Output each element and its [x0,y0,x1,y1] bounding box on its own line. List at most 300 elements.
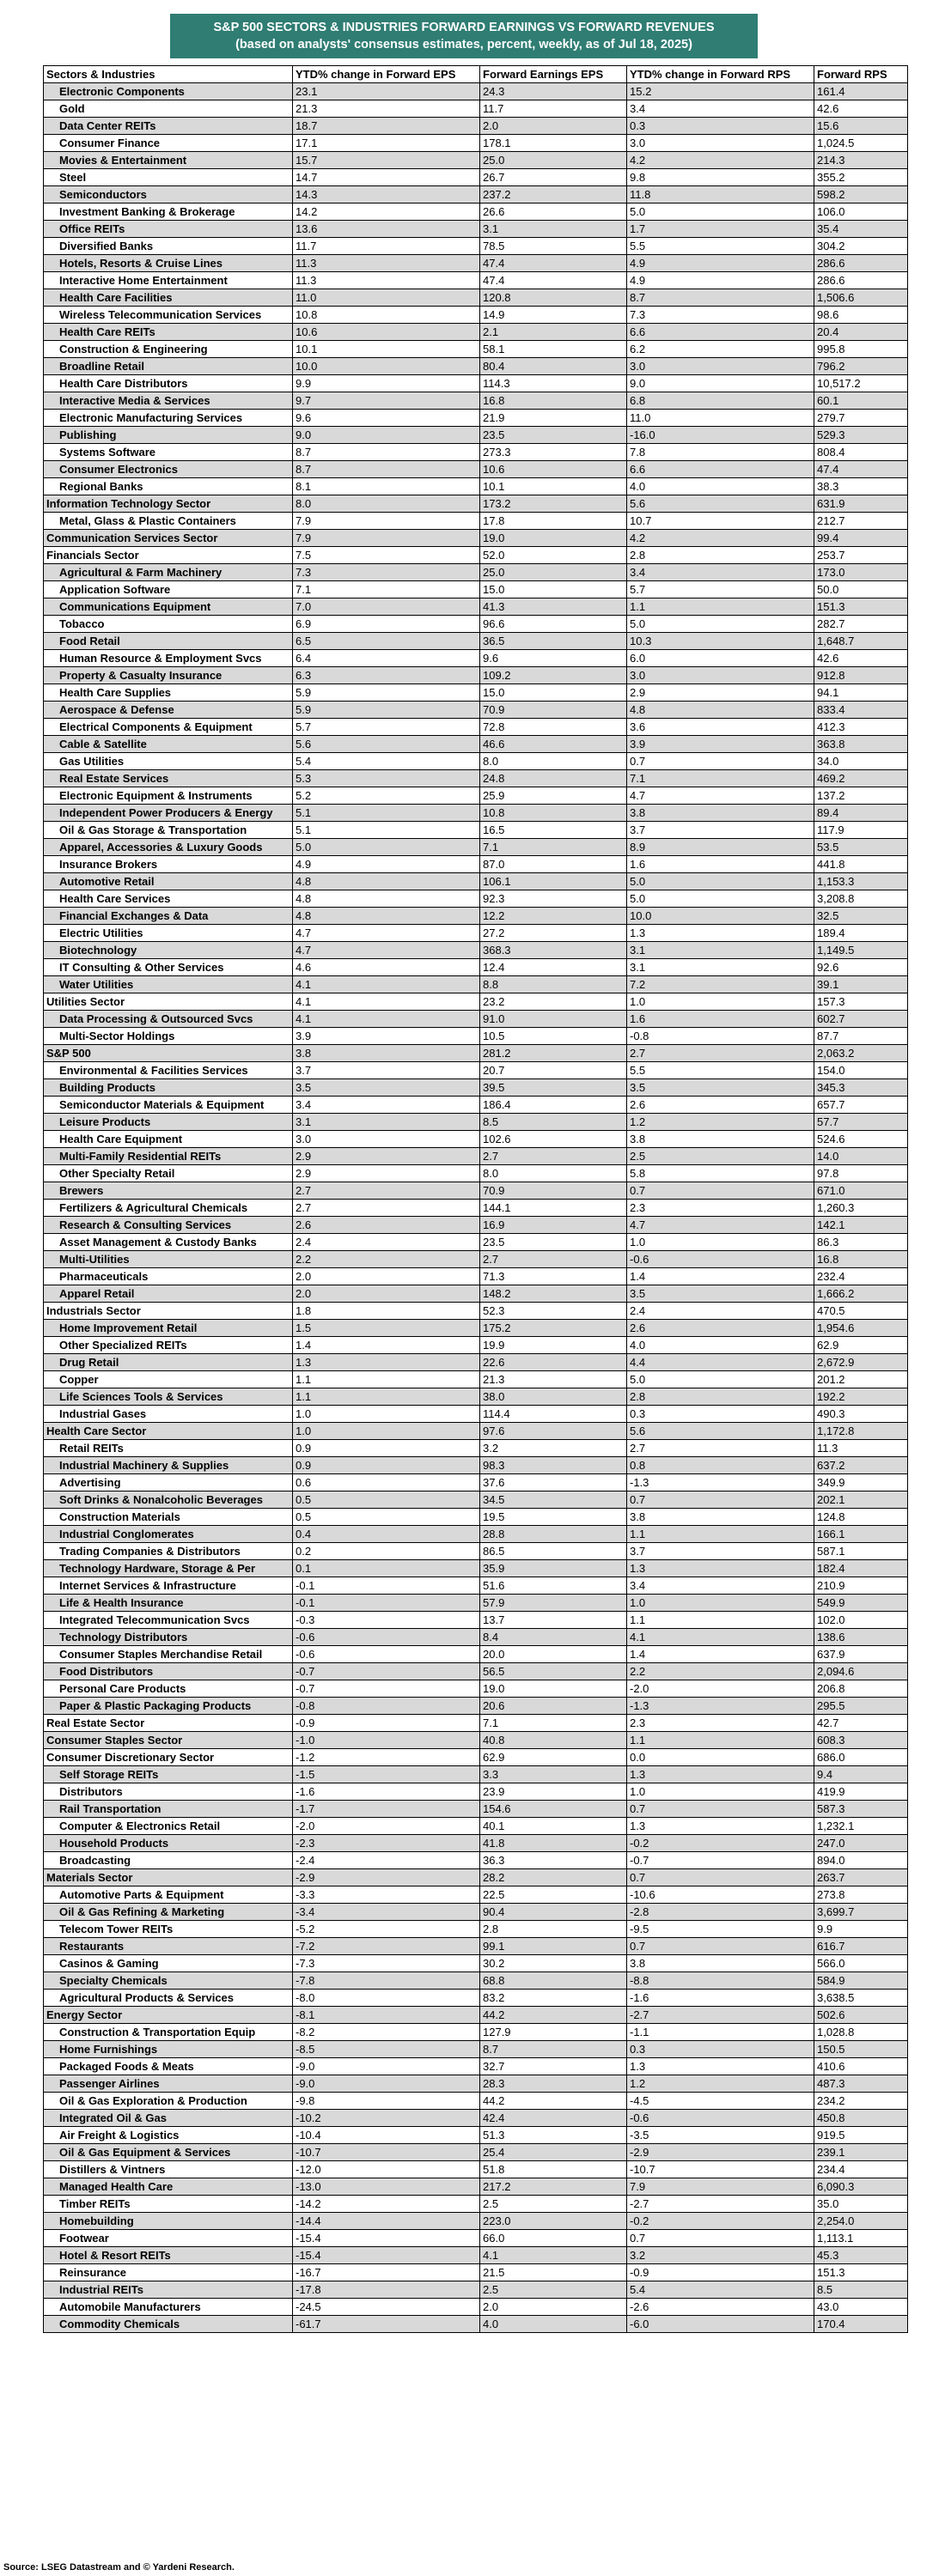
row-name: Consumer Staples Sector [44,1732,293,1749]
forward-rps: 412.3 [814,719,908,736]
forward-rps: 587.3 [814,1801,908,1818]
forward-eps: 154.6 [480,1801,627,1818]
ytd-eps-change: 9.7 [293,392,480,410]
table-row [44,736,908,753]
forward-rps: 295.5 [814,1698,908,1715]
row-name: Packaged Foods & Meats [44,2058,293,2075]
ytd-eps-change: 2.7 [293,1182,480,1200]
ytd-eps-change: 0.5 [293,1492,480,1509]
ytd-rps-change: 3.0 [627,135,814,152]
ytd-eps-change: 3.9 [293,1028,480,1045]
forward-eps: 90.4 [480,1904,627,1921]
forward-rps: 1,506.6 [814,289,908,307]
forward-eps: 106.1 [480,873,627,890]
ytd-eps-change: -16.7 [293,2264,480,2281]
forward-eps: 273.3 [480,444,627,461]
row-name: Data Processing & Outsourced Svcs [44,1011,293,1028]
ytd-eps-change: 7.0 [293,598,480,616]
forward-eps: 47.4 [480,272,627,289]
ytd-eps-change: 9.9 [293,375,480,392]
row-name: Leisure Products [44,1114,293,1131]
table-row [44,341,908,358]
forward-eps: 71.3 [480,1268,627,1285]
table-row [44,169,908,186]
ytd-eps-change: -9.0 [293,2075,480,2093]
table-row [44,1337,908,1354]
ytd-eps-change: 7.9 [293,530,480,547]
forward-eps: 2.7 [480,1148,627,1165]
ytd-rps-change: -0.7 [627,1852,814,1869]
table-row [44,1440,908,1457]
ytd-rps-change: 1.3 [627,1818,814,1835]
forward-rps: 602.7 [814,1011,908,1028]
row-name: Health Care Sector [44,1423,293,1440]
forward-eps: 36.3 [480,1852,627,1869]
row-name: Hotels, Resorts & Cruise Lines [44,255,293,272]
row-name: Health Care Distributors [44,375,293,392]
row-name: Oil & Gas Exploration & Production [44,2093,293,2110]
forward-rps: 490.3 [814,1406,908,1423]
ytd-rps-change: 5.0 [627,890,814,908]
forward-rps: 11.3 [814,1440,908,1457]
table-row [44,1268,908,1285]
ytd-rps-change: 3.1 [627,959,814,976]
ytd-rps-change: 0.7 [627,1938,814,1955]
table-row [44,1972,908,1990]
forward-eps: 186.4 [480,1097,627,1114]
ytd-eps-change: -14.2 [293,2196,480,2213]
table-row [44,375,908,392]
row-name: Industrial REITs [44,2281,293,2299]
forward-eps: 19.9 [480,1337,627,1354]
forward-eps: 34.5 [480,1492,627,1509]
forward-eps: 8.0 [480,1165,627,1182]
forward-rps: 97.8 [814,1165,908,1182]
row-name: Building Products [44,1079,293,1097]
row-name: Research & Consulting Services [44,1217,293,1234]
forward-eps: 217.2 [480,2178,627,2196]
ytd-rps-change: 7.9 [627,2178,814,2196]
table-row [44,100,908,118]
row-name: Other Specialty Retail [44,1165,293,1182]
forward-eps: 25.4 [480,2144,627,2161]
forward-eps: 16.9 [480,1217,627,1234]
ytd-rps-change: 1.2 [627,1114,814,1131]
row-name: Semiconductor Materials & Equipment [44,1097,293,1114]
table-row [44,495,908,513]
forward-rps: 1,149.5 [814,942,908,959]
row-name: Biotechnology [44,942,293,959]
forward-rps: 9.9 [814,1921,908,1938]
table-row [44,1251,908,1268]
table-row [44,410,908,427]
forward-eps: 23.9 [480,1783,627,1801]
forward-rps: 42.6 [814,100,908,118]
ytd-eps-change: 9.0 [293,427,480,444]
table-row [44,993,908,1011]
forward-eps: 66.0 [480,2230,627,2247]
ytd-eps-change: -1.2 [293,1749,480,1766]
forward-rps: 3,208.8 [814,890,908,908]
forward-rps: 47.4 [814,461,908,478]
forward-rps: 671.0 [814,1182,908,1200]
forward-rps: 2,063.2 [814,1045,908,1062]
forward-eps: 98.3 [480,1457,627,1474]
ytd-rps-change: 3.7 [627,822,814,839]
chart-title-banner [170,14,758,58]
forward-eps: 17.8 [480,513,627,530]
ytd-rps-change: -3.5 [627,2127,814,2144]
ytd-eps-change: -7.3 [293,1955,480,1972]
forward-rps: 469.2 [814,770,908,787]
ytd-eps-change: 11.7 [293,238,480,255]
ytd-rps-change: -0.9 [627,2264,814,2281]
row-name: Multi-Sector Holdings [44,1028,293,1045]
row-name: Integrated Oil & Gas [44,2110,293,2127]
ytd-eps-change: 2.9 [293,1148,480,1165]
table-row [44,2127,908,2144]
forward-rps: 62.9 [814,1337,908,1354]
table-row [44,616,908,633]
forward-eps: 2.7 [480,1251,627,1268]
forward-rps: 234.2 [814,2093,908,2110]
row-name: Construction & Engineering [44,341,293,358]
forward-eps: 52.3 [480,1303,627,1320]
ytd-eps-change: -0.3 [293,1612,480,1629]
forward-rps: 253.7 [814,547,908,564]
table-row [44,856,908,873]
row-name: Home Improvement Retail [44,1320,293,1337]
ytd-eps-change: 5.1 [293,805,480,822]
ytd-rps-change: 3.9 [627,736,814,753]
ytd-rps-change: 1.3 [627,1560,814,1577]
forward-eps: 3.2 [480,1440,627,1457]
row-name: Insurance Brokers [44,856,293,873]
forward-rps: 151.3 [814,598,908,616]
forward-rps: 608.3 [814,1732,908,1749]
forward-eps: 3.3 [480,1766,627,1783]
forward-eps: 16.8 [480,392,627,410]
ytd-eps-change: 1.4 [293,1337,480,1354]
row-name: Tobacco [44,616,293,633]
forward-eps: 27.2 [480,925,627,942]
forward-eps: 44.2 [480,2007,627,2024]
row-name: Interactive Home Entertainment [44,272,293,289]
forward-rps: 45.3 [814,2247,908,2264]
forward-rps: 150.5 [814,2041,908,2058]
forward-eps: 120.8 [480,289,627,307]
ytd-rps-change: 0.7 [627,2230,814,2247]
forward-rps: 239.1 [814,2144,908,2161]
row-name: Electric Utilities [44,925,293,942]
ytd-eps-change: 18.7 [293,118,480,135]
forward-rps: 98.6 [814,307,908,324]
ytd-eps-change: 3.7 [293,1062,480,1079]
row-name: Construction & Transportation Equip [44,2024,293,2041]
ytd-rps-change: -2.0 [627,1680,814,1698]
forward-eps: 223.0 [480,2213,627,2230]
ytd-rps-change: -2.7 [627,2196,814,2213]
forward-rps: 995.8 [814,341,908,358]
table-row [44,2316,908,2333]
table-row [44,1560,908,1577]
forward-eps: 92.3 [480,890,627,908]
forward-rps: 35.0 [814,2196,908,2213]
row-name: Electronic Manufacturing Services [44,410,293,427]
row-name: Regional Banks [44,478,293,495]
ytd-eps-change: 8.7 [293,444,480,461]
table-row [44,1234,908,1251]
forward-eps: 41.8 [480,1835,627,1852]
table-row [44,2299,908,2316]
row-name: Broadcasting [44,1852,293,1869]
table-row [44,702,908,719]
row-name: Specialty Chemicals [44,1972,293,1990]
ytd-eps-change: 10.1 [293,341,480,358]
row-name: Household Products [44,1835,293,1852]
row-name: Application Software [44,581,293,598]
forward-rps: 42.6 [814,650,908,667]
row-name: Brewers [44,1182,293,1200]
table-row [44,2144,908,2161]
table-row [44,1285,908,1303]
ytd-rps-change: 4.9 [627,255,814,272]
ytd-eps-change: -7.2 [293,1938,480,1955]
ytd-rps-change: 6.8 [627,392,814,410]
ytd-eps-change: -8.0 [293,1990,480,2007]
row-name: Financial Exchanges & Data [44,908,293,925]
table-row [44,1474,908,1492]
table-row [44,1165,908,1182]
ytd-eps-change: 11.3 [293,255,480,272]
row-name: Automotive Parts & Equipment [44,1886,293,1904]
ytd-rps-change: -0.6 [627,1251,814,1268]
table-row [44,1423,908,1440]
table-row [44,1577,908,1595]
ytd-eps-change: -7.8 [293,1972,480,1990]
ytd-rps-change: 0.7 [627,1869,814,1886]
ytd-eps-change: 1.1 [293,1371,480,1388]
forward-eps: 173.2 [480,495,627,513]
forward-eps: 102.6 [480,1131,627,1148]
column-header-ytd-rps: YTD% change in Forward RPS [627,66,814,83]
ytd-eps-change: -10.7 [293,2144,480,2161]
forward-rps: 38.3 [814,478,908,495]
forward-eps: 46.6 [480,736,627,753]
forward-eps: 22.5 [480,1886,627,1904]
row-name: Gas Utilities [44,753,293,770]
ytd-eps-change: 23.1 [293,83,480,100]
row-name: Broadline Retail [44,358,293,375]
ytd-eps-change: 0.4 [293,1526,480,1543]
table-row [44,1904,908,1921]
table-row [44,118,908,135]
forward-rps: 39.1 [814,976,908,993]
row-name: Independent Power Producers & Energy [44,805,293,822]
table-row [44,753,908,770]
ytd-rps-change: 3.8 [627,805,814,822]
ytd-eps-change: 3.1 [293,1114,480,1131]
ytd-rps-change: 0.7 [627,1801,814,1818]
forward-rps: 166.1 [814,1526,908,1543]
forward-eps: 12.2 [480,908,627,925]
row-name: Agricultural Products & Services [44,1990,293,2007]
forward-eps: 23.2 [480,993,627,1011]
row-name: Other Specialized REITs [44,1337,293,1354]
table-row [44,444,908,461]
row-name: Materials Sector [44,1869,293,1886]
row-name: Industrial Gases [44,1406,293,1423]
ytd-rps-change: 3.4 [627,1577,814,1595]
ytd-eps-change: 4.8 [293,908,480,925]
forward-rps: 137.2 [814,787,908,805]
row-name: Computer & Electronics Retail [44,1818,293,1835]
forward-rps: 894.0 [814,1852,908,1869]
forward-eps: 58.1 [480,341,627,358]
row-name: Technology Distributors [44,1629,293,1646]
row-name: Automotive Retail [44,873,293,890]
row-name: Footwear [44,2230,293,2247]
forward-eps: 7.1 [480,1715,627,1732]
ytd-rps-change: 0.7 [627,1492,814,1509]
forward-eps: 42.4 [480,2110,627,2127]
forward-rps: 6,090.3 [814,2178,908,2196]
ytd-eps-change: -10.4 [293,2127,480,2144]
forward-rps: 450.8 [814,2110,908,2127]
ytd-rps-change: 1.6 [627,856,814,873]
ytd-eps-change: -10.2 [293,2110,480,2127]
ytd-rps-change: 1.1 [627,1732,814,1749]
row-name: Telecom Tower REITs [44,1921,293,1938]
ytd-rps-change: 5.5 [627,238,814,255]
forward-rps: 2,254.0 [814,2213,908,2230]
ytd-rps-change: 1.3 [627,925,814,942]
forward-eps: 16.5 [480,822,627,839]
ytd-eps-change: 14.2 [293,204,480,221]
ytd-rps-change: 2.6 [627,1320,814,1337]
table-row [44,1011,908,1028]
forward-eps: 28.8 [480,1526,627,1543]
row-name: Passenger Airlines [44,2075,293,2093]
ytd-rps-change: -2.9 [627,2144,814,2161]
forward-rps: 637.9 [814,1646,908,1663]
forward-rps: 173.0 [814,564,908,581]
forward-rps: 1,648.7 [814,633,908,650]
table-row [44,1595,908,1612]
forward-eps: 96.6 [480,616,627,633]
row-name: Consumer Staples Merchandise Retail [44,1646,293,1663]
table-row [44,392,908,410]
ytd-eps-change: -9.8 [293,2093,480,2110]
row-name: Fertilizers & Agricultural Chemicals [44,1200,293,1217]
forward-rps: 273.8 [814,1886,908,1904]
ytd-eps-change: -0.7 [293,1680,480,1698]
table-row [44,135,908,152]
table-row [44,1354,908,1371]
forward-eps: 10.6 [480,461,627,478]
ytd-rps-change: 2.6 [627,1097,814,1114]
row-name: Apparel, Accessories & Luxury Goods [44,839,293,856]
forward-rps: 154.0 [814,1062,908,1079]
ytd-eps-change: 2.6 [293,1217,480,1234]
ytd-eps-change: 15.7 [293,152,480,169]
ytd-rps-change: 6.6 [627,324,814,341]
row-name: Industrial Conglomerates [44,1526,293,1543]
ytd-eps-change: 10.8 [293,307,480,324]
ytd-rps-change: 3.5 [627,1285,814,1303]
ytd-eps-change: -13.0 [293,2178,480,2196]
ytd-rps-change: 4.2 [627,152,814,169]
ytd-rps-change: 6.6 [627,461,814,478]
forward-rps: 157.3 [814,993,908,1011]
ytd-eps-change: 5.9 [293,684,480,702]
ytd-eps-change: -15.4 [293,2230,480,2247]
forward-rps: 106.0 [814,204,908,221]
table-row [44,719,908,736]
table-row [44,1938,908,1955]
forward-eps: 40.1 [480,1818,627,1835]
table-row [44,307,908,324]
forward-eps: 22.6 [480,1354,627,1371]
forward-rps: 304.2 [814,238,908,255]
forward-rps: 345.3 [814,1079,908,1097]
forward-rps: 15.6 [814,118,908,135]
ytd-eps-change: 7.9 [293,513,480,530]
forward-rps: 355.2 [814,169,908,186]
forward-eps: 37.6 [480,1474,627,1492]
ytd-rps-change: 2.7 [627,1440,814,1457]
ytd-rps-change: 3.2 [627,2247,814,2264]
row-name: Multi-Utilities [44,1251,293,1268]
table-row [44,581,908,598]
forward-eps: 10.1 [480,478,627,495]
ytd-rps-change: 3.8 [627,1509,814,1526]
forward-eps: 9.6 [480,650,627,667]
forward-eps: 19.5 [480,1509,627,1526]
table-row [44,1783,908,1801]
forward-eps: 13.7 [480,1612,627,1629]
row-name: IT Consulting & Other Services [44,959,293,976]
forward-eps: 4.1 [480,2247,627,2264]
row-name: Gold [44,100,293,118]
ytd-eps-change: -1.6 [293,1783,480,1801]
row-name: Interactive Media & Services [44,392,293,410]
ytd-rps-change: 0.3 [627,1406,814,1423]
table-row [44,1766,908,1783]
table-row [44,942,908,959]
ytd-rps-change: 1.3 [627,1766,814,1783]
forward-eps: 25.9 [480,787,627,805]
row-name: Information Technology Sector [44,495,293,513]
table-row [44,1646,908,1663]
row-name: Copper [44,1371,293,1388]
ytd-rps-change: 9.0 [627,375,814,392]
ytd-rps-change: -4.5 [627,2093,814,2110]
ytd-eps-change: 5.1 [293,822,480,839]
forward-rps: 631.9 [814,495,908,513]
table-row [44,289,908,307]
ytd-rps-change: 5.0 [627,1371,814,1388]
forward-eps: 2.1 [480,324,627,341]
forward-rps: 124.8 [814,1509,908,1526]
row-name: Industrial Machinery & Supplies [44,1457,293,1474]
forward-rps: 214.3 [814,152,908,169]
ytd-rps-change: 1.1 [627,1526,814,1543]
ytd-eps-change: 0.9 [293,1440,480,1457]
ytd-rps-change: 11.0 [627,410,814,427]
table-row [44,839,908,856]
ytd-eps-change: 3.0 [293,1131,480,1148]
